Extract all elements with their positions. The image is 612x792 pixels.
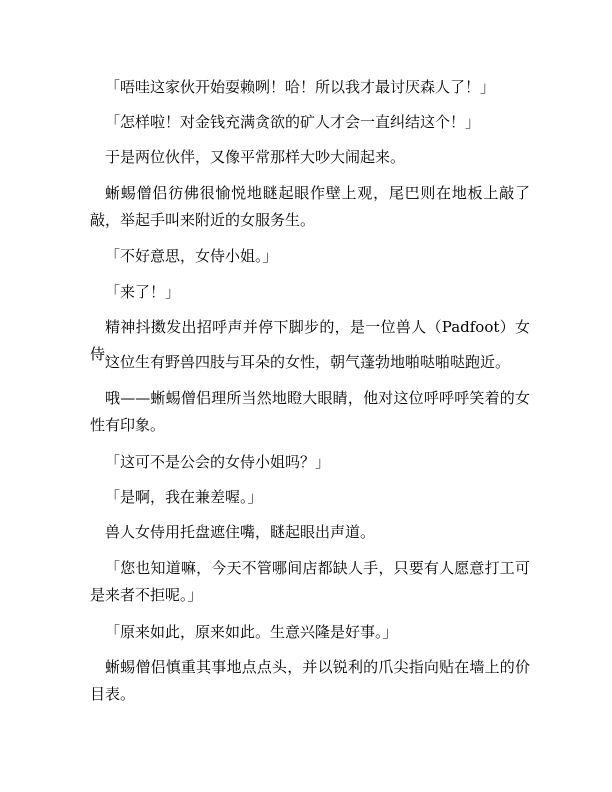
paragraph-1: 「唔哇这家伙开始耍赖咧！哈！所以我才最讨厌森人了！」 [105,78,496,96]
paragraph-7: 精神抖擞发出招呼声并停下脚步的，是一位兽人（Padfoot）女侍。 [90,318,530,363]
paragraph-12: 兽人女侍用托盘遮住嘴，瞇起眼出声道。 [105,523,376,541]
paragraph-4: 蜥蜴僧侣彷佛很愉悦地瞇起眼作壁上观，尾巴则在地板上敲了敲，举起手叫来附近的女服务生。 [90,184,530,229]
paragraph-6: 「来了！」 [105,283,181,301]
paragraph-9: 哦——蜥蜴僧侣理所当然地瞪大眼睛，他对这位呼呼呼笑着的女性有印象。 [90,389,530,434]
paragraph-3: 于是两位伙伴，又像平常那样大吵大闹起来。 [105,148,406,166]
paragraph-10: 「这可不是公会的女侍小姐吗？」 [105,453,331,471]
paragraph-14: 「原来如此，原来如此。生意兴隆是好事。」 [105,623,398,641]
paragraph-5: 「不好意思，女侍小姐。」 [105,247,278,265]
paragraph-8: 这位生有野兽四肢与耳朵的女性，朝气蓬勃地啪哒啪哒跑近。 [105,353,511,371]
paragraph-13: 「您也知道嘛，今天不管哪间店都缺人手，只要有人愿意打工可是来者不拒呢。」 [90,559,530,604]
paragraph-2: 「怎样啦！对金钱充满贪欲的矿人才会一直纠结这个！」 [105,113,481,131]
paragraph-11: 「是啊，我在兼差喔。」 [105,488,263,506]
paragraph-15: 蜥蜴僧侣慎重其事地点点头，并以锐利的爪尖指向贴在墙上的价目表。 [90,658,530,703]
